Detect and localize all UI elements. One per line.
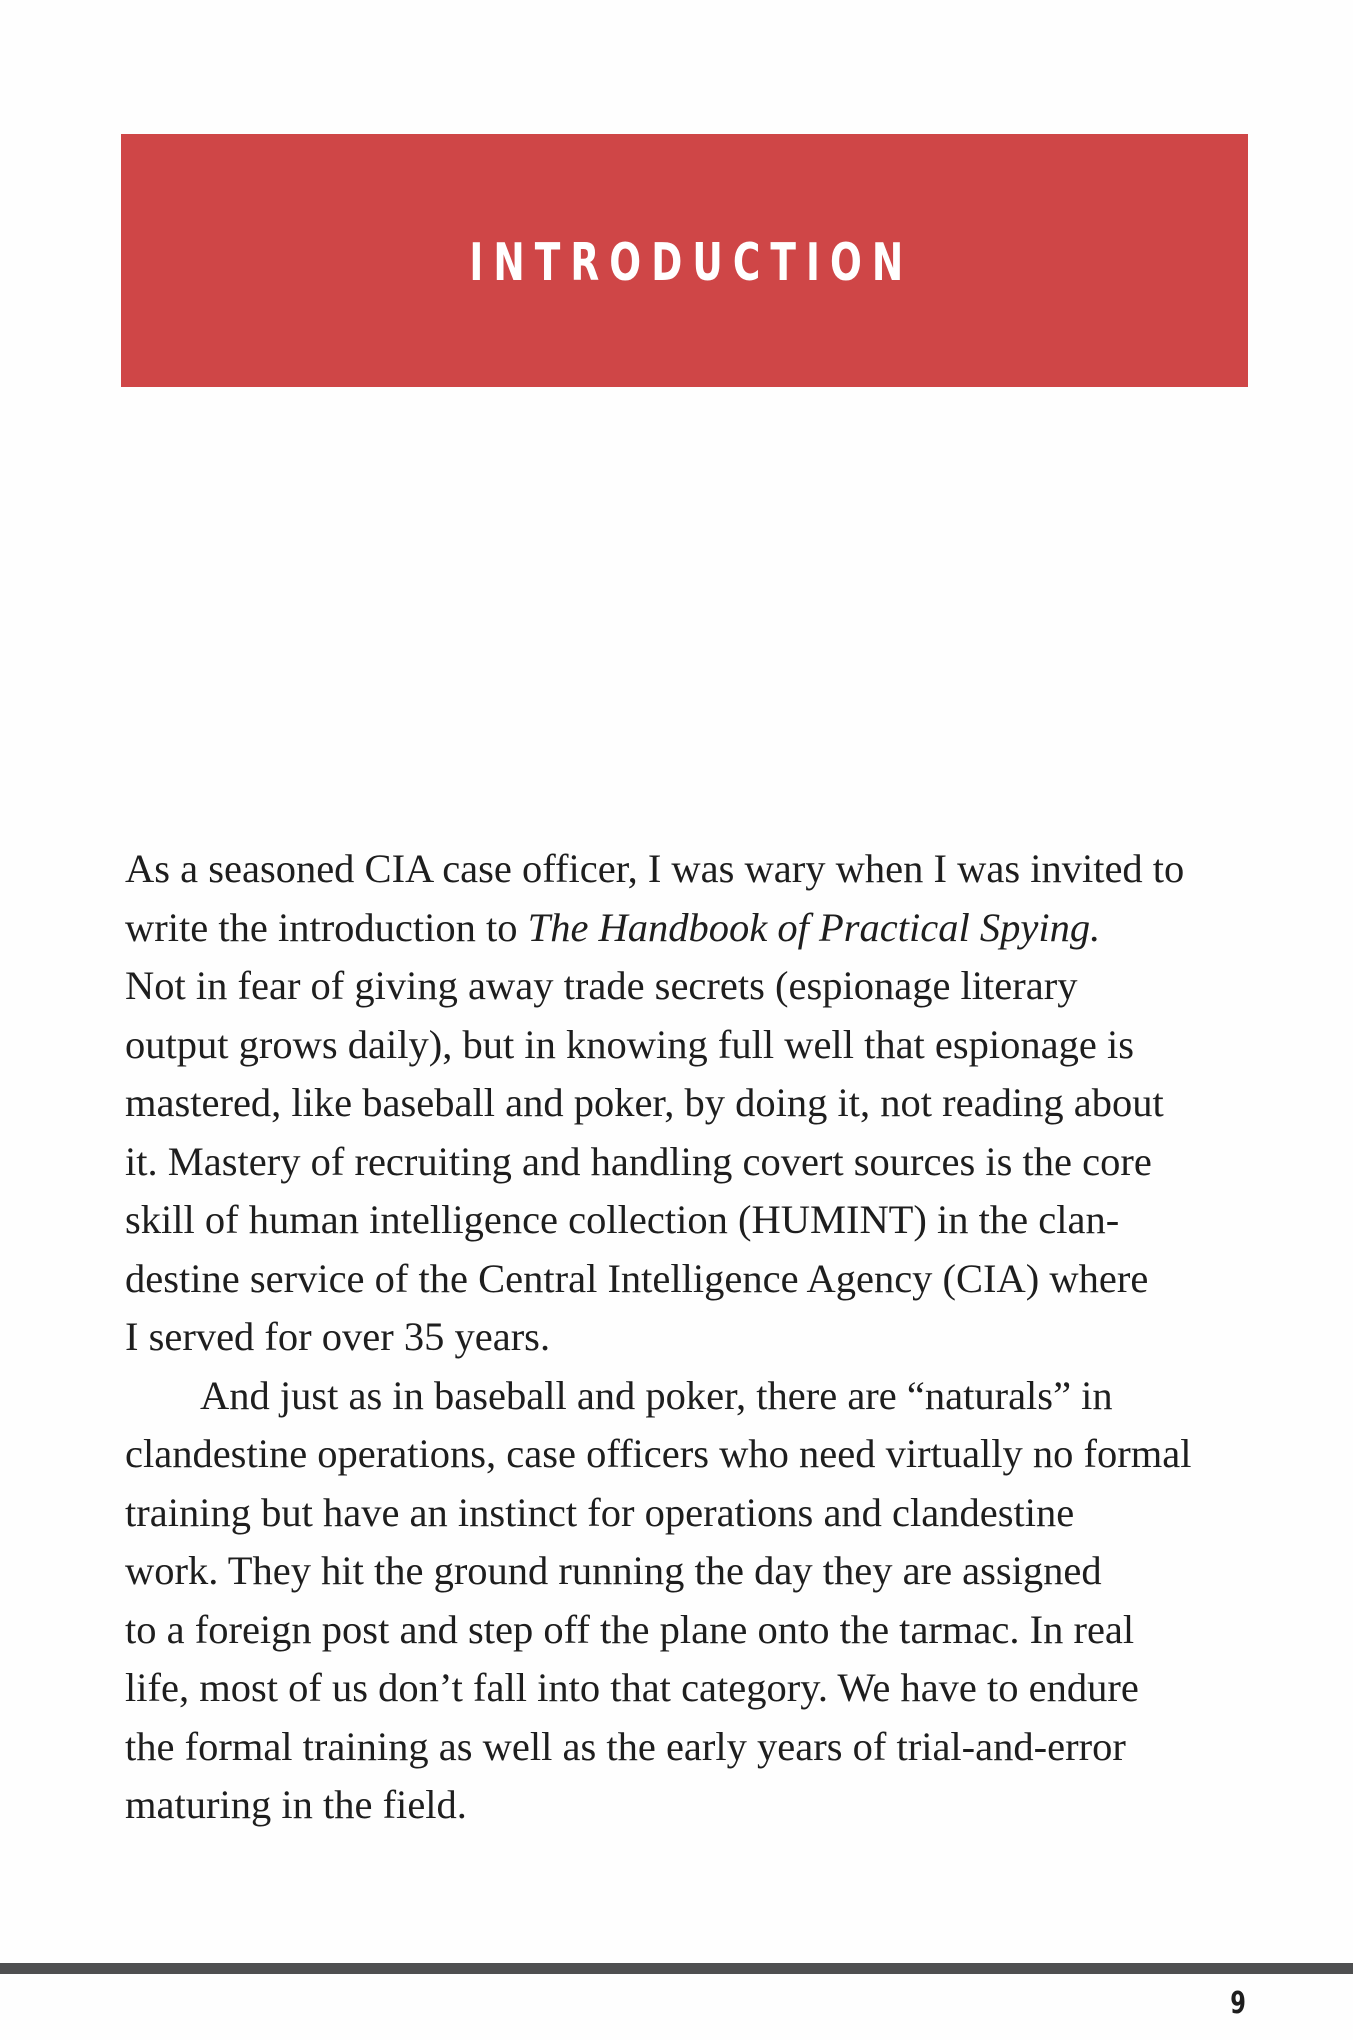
text-line: Not in fear of giving away trade secrets (espionage literary — [125, 963, 1078, 1008]
page-number: 9 — [1230, 1986, 1246, 2021]
text-segment: write the introduction to — [125, 904, 528, 950]
chapter-title: INTRODUCTION — [469, 232, 914, 293]
chapter-banner — [121, 134, 1248, 387]
text-line: it. Mastery of recruiting and handling covert sources is the core — [125, 1138, 1152, 1184]
text-line: maturing in the field. — [125, 1782, 467, 1827]
text-line: work. They hit the ground running the day they are assigned — [125, 1548, 1102, 1593]
text-line: clandestine operations, case officers who need virtually no formal — [125, 1431, 1192, 1476]
text-line: mastered, like baseball and poker, by doing it, not reading about — [125, 1080, 1164, 1125]
text-line: skill of human intelligence collection (HUMINT) in the clan- — [125, 1197, 1120, 1242]
text-line: destine service of the Central Intelligence Agency (CIA) where — [125, 1255, 1149, 1301]
body-text — [125, 840, 1245, 1835]
text-line: I served for over 35 years. — [125, 1314, 551, 1359]
paragraph-start-line: And just as in baseball and poker, there are “naturals” in — [200, 1372, 1113, 1418]
book-title: The Handbook of Practical Spying. — [527, 904, 1101, 950]
text-line: As a seasoned CIA case officer, I was wary when I was invited to — [125, 846, 1185, 891]
text-line: the formal training as well as the early years of trial-and-error — [125, 1723, 1126, 1769]
text-line: training but have an instinct for operations and clandestine — [125, 1489, 1075, 1535]
text-line: life, most of us don’t fall into that category. We have to endure — [125, 1665, 1139, 1710]
footer-rule — [0, 1963, 1353, 1974]
text-line: output grows daily), but in knowing full well that espionage is — [125, 1021, 1134, 1067]
text-line: to a foreign post and step off the plane onto the tarmac. In real — [125, 1606, 1135, 1652]
text-line — [125, 899, 1245, 958]
